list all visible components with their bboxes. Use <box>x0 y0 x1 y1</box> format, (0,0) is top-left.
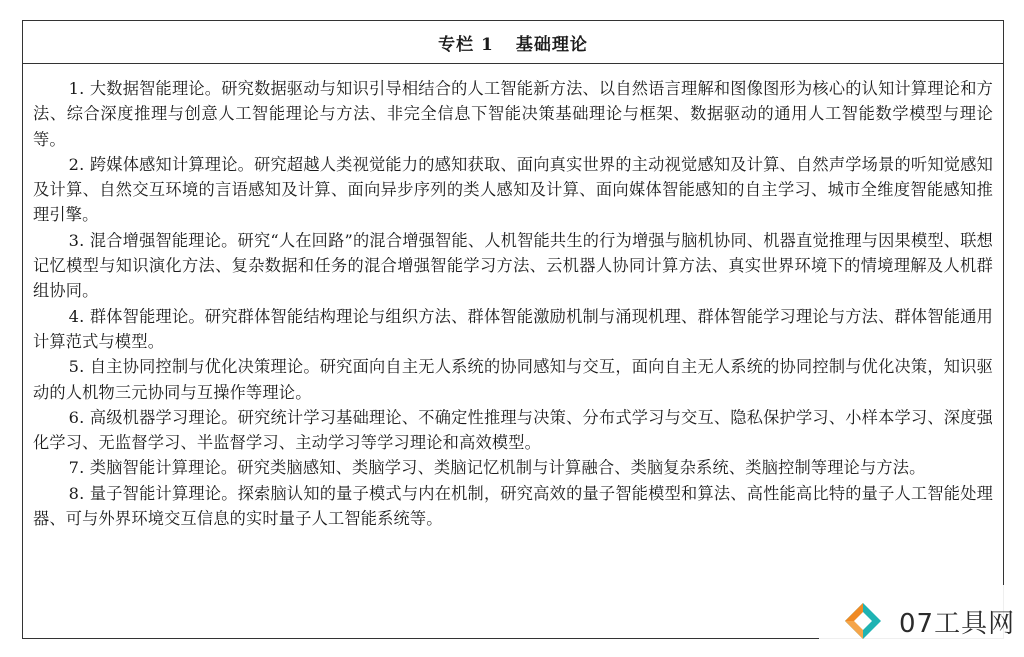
diamond-logo-icon <box>841 599 885 643</box>
watermark <box>819 585 1024 657</box>
item-7: 7. 类脑智能计算理论。研究类脑感知、类脑学习、类脑记忆机制与计算融合、类脑复杂系统、类脑控制等理论与方法。 <box>68 458 926 478</box>
item-2: 2. 跨媒体感知计算理论。研究超越人类视觉能力的感知获取、面向真实世界的主动视觉感知及计算、自然声学场景的听知觉感知及计算、自然交互环境的言语感知及计算、面向异步序列的类人感知及计算、面向媒体智能感知的自主学习、城市全维度智能感知推理引擎。 <box>33 154 993 225</box>
item-4: 4. 群体智能理论。研究群体智能结构理论与组织方法、群体智能激励机制与涌现机理、群体智能学习理论与方法、群体智能通用计算范式与模型。 <box>33 306 993 351</box>
item-8: 8. 量子智能计算理论。探索脑认知的量子模式与内在机制，研究高效的量子智能模型和算法、高性能高比特的量子人工智能处理器、可与外界环境交互信息的实时量子人工智能系统等。 <box>33 483 993 529</box>
item-1: 1. 大数据智能理论。研究数据驱动与知识引导相结合的人工智能新方法、以自然语言理解和图像图形为核心的认知计算理论和方法、综合深度推理与创意人工智能理论与方法、非完全信息下智能决策基础理论与框架、数据驱动的通用人工智能数学模型与理论等。 <box>33 79 993 149</box>
item-5: 5. 自主协同控制与优化决策理论。研究面向自主无人系统的协同感知与交互，面向自主无人系统的协同控制与优化决策，知识驱动的人机物三元协同与互操作等理论。 <box>33 357 993 402</box>
box-body <box>23 64 1003 531</box>
item-3: 3. 混合增强智能理论。研究“人在回路”的混合增强智能、人机智能共生的行为增强与脑机协同、机器直觉推理与因果模型、联想记忆模型与知识演化方法、复杂数据和任务的混合增强智能学习方法、云机器人协同计算方法、真实世界环境下的情境理解及人机群组协同。 <box>33 230 993 301</box>
box-header <box>23 21 1003 64</box>
box-title: 基础理论 <box>515 34 588 55</box>
watermark-text: 07工具网 <box>899 608 1016 639</box>
box-label: 专栏 1 <box>438 34 494 55</box>
content-box <box>22 20 1004 639</box>
item-6: 6. 高级机器学习理论。研究统计学习基础理论、不确定性推理与决策、分布式学习与交互、隐私保护学习、小样本学习、深度强化学习、无监督学习、半监督学习、主动学习等学习理论和高效模型。 <box>33 407 993 453</box>
